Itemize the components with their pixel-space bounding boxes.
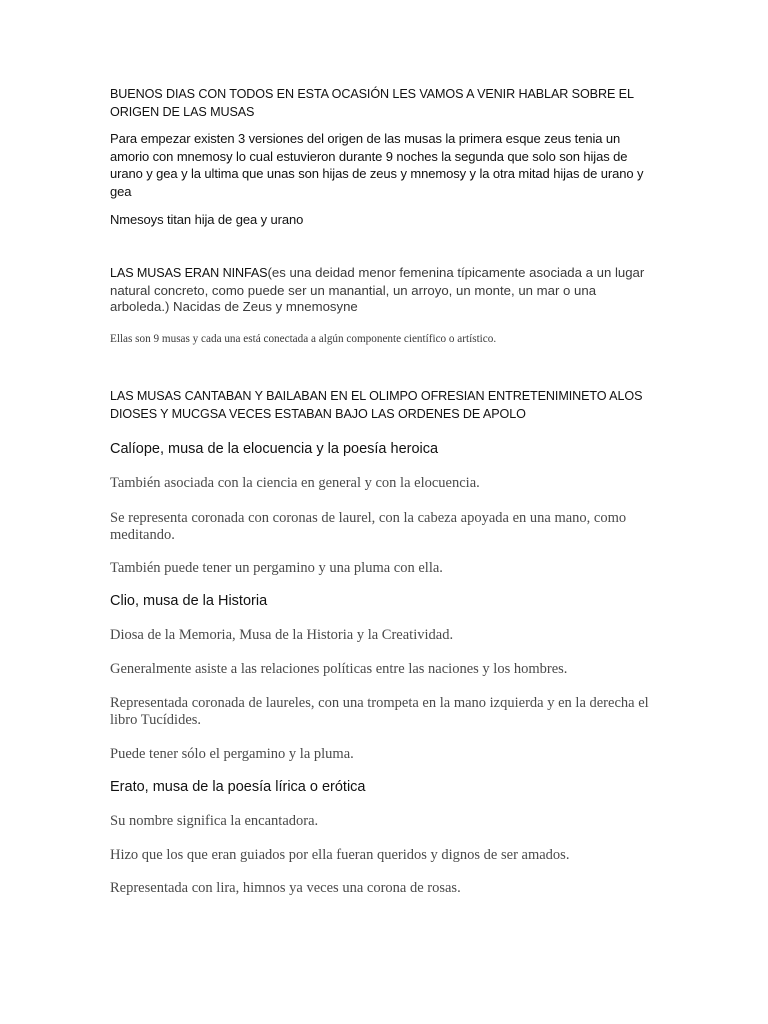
clio-p1: Diosa de la Memoria, Musa de la Historia y la Creatividad. — [110, 627, 454, 643]
ninfas-count-note: Ellas son 9 musas y cada una está conectada a algún componente científico o artístico. — [110, 333, 497, 345]
erato-title: Erato, musa de la poesía lírica o erótica — [110, 779, 366, 795]
calliope-title: Calíope, musa de la elocuencia y la poesía heroica — [110, 441, 439, 457]
intro-note: Nmesoys titan hija de gea y urano — [110, 212, 304, 227]
ninfas-lead: LAS MUSAS ERAN NINFAS — [110, 266, 268, 280]
clio-p3: Representada coronada de laureles, con una trompeta en la mano izquierda y en la derecha el libro Tucídides. — [110, 695, 649, 728]
clio-p2: Generalmente asiste a las relaciones políticas entre las naciones y los hombres. — [110, 661, 568, 677]
calliope-p3: También puede tener un pergamino y una pluma con ella. — [110, 560, 443, 576]
erato-p2: Hizo que los que eran guiados por ella fueran queridos y dignos de ser amados. — [110, 847, 570, 863]
erato-p1: Su nombre significa la encantadora. — [110, 813, 319, 829]
intro-paragraph: Para empezar existen 3 versiones del origen de las musas la primera esque zeus tenia un amorio con mnemosy lo cual estuvieron durante 9 noches la segunda que solo son hijas de urano y gea y la ultima que unas son hijas de zeus y mnemosy y la otra mitad hijas de urano y gea — [110, 131, 644, 199]
calliope-p1: También asociada con la ciencia en general y con la elocuencia. — [110, 475, 480, 491]
ninfas-definition: (es una deidad menor femenina típicamente asociada a un lugar natural concreto, como puede ser un manantial, un arroyo, un monte, un mar o una arboleda.) Nacidas de Zeus y mnemosyne — [110, 265, 645, 314]
ninfas-paragraph — [110, 265, 658, 315]
calliope-p2: Se representa coronada con coronas de laurel, con la cabeza apoyada en una mano, como meditando. — [110, 510, 627, 543]
clio-title: Clio, musa de la Historia — [110, 593, 268, 609]
erato-p3: Representada con lira, himnos ya veces una corona de rosas. — [110, 880, 461, 896]
intro-heading: BUENOS DIAS CON TODOS EN ESTA OCASIÓN LES VAMOS A VENIR HABLAR SOBRE EL ORIGEN DE LAS MUSAS — [110, 87, 634, 119]
olimpo-paragraph: LAS MUSAS CANTABAN Y BAILABAN EN EL OLIMPO OFRESIAN ENTRETENIMINETO ALOS DIOSES Y MUCGSA VECES ESTABAN BAJO LAS ORDENES DE APOLO — [110, 389, 643, 421]
clio-p4: Puede tener sólo el pergamino y la pluma. — [110, 746, 354, 762]
